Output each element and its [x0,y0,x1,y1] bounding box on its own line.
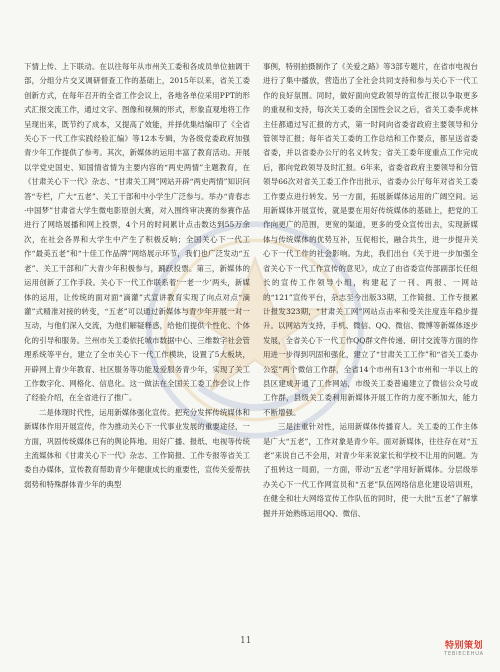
section-title: 特别策划 [444,641,483,651]
page-number: 11 [240,636,252,646]
section-brand [436,638,492,657]
paragraph: 事例，特别拍摄制作了《关爱之路》等3部专题片，在省市电视台进行了集中播放，营造出了全社会共同支持和参与关心下一代工作的良好氛围。同时，做好面向党政领导的宣传汇报以争取更多的重视和支持，每次关工委的全国性会议之后，省关工委李虎林主任都通过写汇报的方式，第一时间向省委省政府主要领导和分管领导汇报；每年省关工委的工作总结和工作要点，都呈送省委省委，并以省委办公厅的名义转发；省关工委年度重点工作完成后，都向党政领导及时汇报。6年来，省委省政府主要领导和分管领导66次对省关工委工作作出批示，省委办公厅每年对省关工委工作要点进行转发。另一方面，拓展新媒体运用的广阔空间。运用新媒体开展宣传，就是要在用好传统媒体的基础上，把党的工作向更广的范围，更宽的渠道，更多的受众宣传出去，实现新媒体与传统媒体的优势互补，互促相长，融合共生，进一步提升关心下一代工作的社会影响。为此，我们出台《关于进一步加强全省关心下一代工作宣传的意见》，成立了由省委宣传部副部长任组长的宣传工作领导小组，构建起了一刊、两报、一网站的“121”宣传平台，杂志至今出版33期，工作简报、工作专报累计报发323期，“甘肃关工网”网站点击率和受关注度连年稳步提升。以网站为支持，手机、微信、QQ、微信、微博等新媒体逐步发展，全省关心下一代工作QQ群文件传递、研讨交流等方面的作用进一步得到巩固和强化，建立了“甘肃关工工作”和“省关工委办公室”两个微信工作群，全省14个市州有13个市州和一半以上的县区建成开通了工作网站，市级关工委普遍建立了微信公众号或工作群，县级关工委利用新媒体开展工作的力度不断加大，能力不断增强。 [263,62,478,417]
paragraph: 三是注重针对性，运用新媒体传播育人。关工委的工作主体是广大“五老”，工作对象是青少年。面对新媒体，往往存在对“五老”来说自己不会用，对青少年来说家长和学校不让用的问题。为了扭转这一局面，一方面，带动“五老”学用好新媒体。分层级举办关心下一代工作网宣员和“五老”队伍网络信息化建设培训班，在健全和壮大网络宣传工作队伍的同时，使一大批“五老”了解掌握并开始熟练运用QQ、微信、 [263,422,478,518]
right-column [263,60,478,521]
section-subtitle: TEBIECEHUA [444,651,484,657]
paragraph: 二是体现时代性，运用新媒体强化宣传。把充分发挥传统媒体和新媒体作用开展宣传，作为推动关心下一代事业发展的重要途径，一方面，巩固传统媒体已有的舆论阵地。用好广播、报纸、电视等传统主流媒体和《甘肃关心下一代》杂志、工作简报、工作专报等省关工委自办媒体，宣传教育帮助青少年健康成长的重要性，宣传关爱帮扶弱势和特殊群体青少年的典型 [24,407,250,489]
paragraph: 下情上传、上下联动。在以往每年从市州关工委和各成员单位抽调干部，分组分片交叉调研督查工作的基础上，2015年以来，省关工委创新方式，在每年召开的全省工作会议上，各地各单位采用PPT的形式汇报交流工作，通过文字、图像和视频的形式，形象直观地将工作呈现出来，既节约了成本，又提高了效能，并择优集结编印了《全省关心下一代工作实践经验汇编》等12本专辑，为各级党委政府加强青少年工作提供了参考。其次，新媒体的运用丰富了教育活动。开展以学党史国史、知国情省情为主要内容的“两史两情”主题教育，在《甘肃关心下一代》杂志、“甘肃关工网”网站开辟“两史两情”知识问答“专栏，广大“五老”、关工干部和中小学生广泛参与。举办“青春志·中国梦”甘肃省大学生微电影原创大赛，对入围终审决赛的参赛作品进行了网络展播和网上投票，4个月的时间累计点击数达到55万余次，在社会各界和大学生中产生了积极反响；全国关心下一代工作“最美五老”和“十佳工作品牌”网络展示环节，我们也广泛发动“五老”、关工干部和广大青少年积极参与，踊跃投票。第三，新媒体的运用创新了工作手段。关心下一代工作联系着‘一老一少’两头，新媒体的运用，让传统的面对面“滴灌”式宣讲教育实现了向点对点“滴灌”式精准对接的转变，“五老”可以通过新媒体与青少年开展一对一互动，与他们深入交流，为他们解疑释惑，给他们提供个性化、个体化的引导和服务。兰州市关工委依托城市数据中心、三维数字社会管理系统等平台，建立了全市关心下一代工作模块，设置了5大板块，开辟网上青少年教育、社区服务等功能及爱服务青少年，实现了关工工作数字化、网格化、信息化。这一做法在全国关工委工作会议上作了经验介绍，在全省进行了推广。 [24,62,250,403]
left-column [24,60,250,492]
